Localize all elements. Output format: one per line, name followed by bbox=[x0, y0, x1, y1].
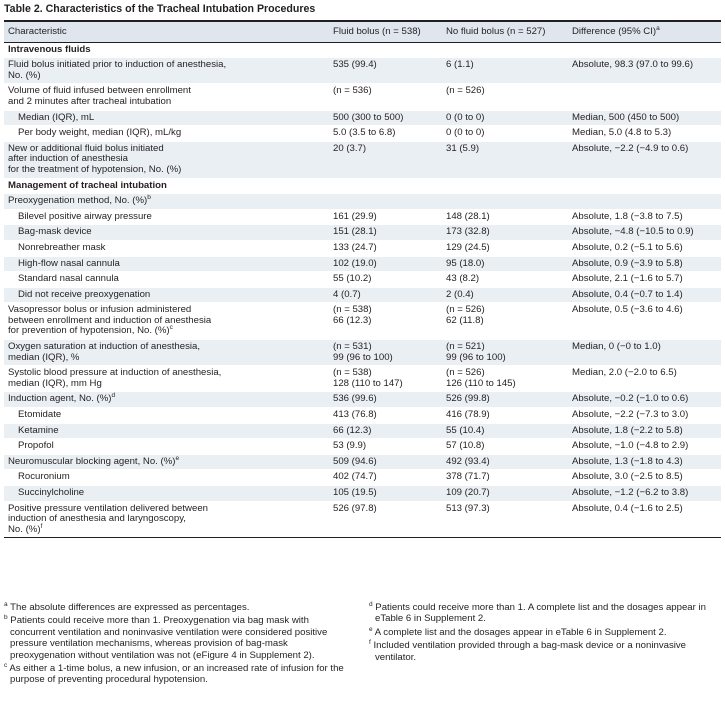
characteristic-cell bbox=[4, 408, 329, 424]
section-header-row bbox=[4, 42, 721, 58]
cell-text: 378 (71.7) bbox=[446, 471, 490, 483]
no-fluid-bolus-cell bbox=[442, 439, 568, 455]
fluid-bolus-cell bbox=[329, 454, 442, 470]
table-row bbox=[4, 470, 721, 486]
difference-cell bbox=[568, 454, 721, 470]
no-fluid-bolus-cell bbox=[442, 501, 568, 538]
cell-text: Absolute, −0.2 (−1.0 to 0.6) bbox=[572, 393, 689, 405]
characteristic-cell bbox=[4, 501, 329, 538]
cell-text: Fluid bolus initiated prior to induction of anesthesia, No. (%) bbox=[8, 59, 227, 81]
table-row bbox=[4, 392, 721, 408]
table-row bbox=[4, 240, 721, 256]
cell-text: 95 (18.0) bbox=[446, 257, 485, 269]
header-difference bbox=[568, 21, 721, 42]
cell-text: 148 (28.1) bbox=[446, 210, 490, 222]
cell-text: Neuromuscular blocking agent, No. (%) bbox=[8, 455, 176, 467]
cell-text: 53 (9.9) bbox=[333, 440, 367, 452]
no-fluid-bolus-cell bbox=[442, 126, 568, 142]
no-fluid-bolus-cell bbox=[442, 256, 568, 272]
no-fluid-bolus-cell bbox=[442, 486, 568, 502]
footnote-f bbox=[369, 640, 721, 663]
cell-text: 129 (24.5) bbox=[446, 241, 490, 253]
characteristic-cell bbox=[4, 141, 329, 178]
table-body bbox=[4, 42, 721, 538]
characteristic-cell bbox=[4, 303, 329, 340]
section-header-row bbox=[4, 178, 721, 194]
footnotes-left-column bbox=[4, 602, 356, 688]
fluid-bolus-cell bbox=[329, 408, 442, 424]
difference-cell bbox=[568, 240, 721, 256]
cell-text: Rocuronium bbox=[18, 471, 70, 483]
footnote-b bbox=[4, 615, 356, 661]
cell-text: 161 (29.9) bbox=[333, 210, 377, 222]
footnotes bbox=[4, 602, 721, 710]
cell-text: Etomidate bbox=[18, 409, 62, 421]
cell-text: 57 (10.8) bbox=[446, 440, 485, 452]
cell-text: Standard nasal cannula bbox=[18, 273, 119, 285]
cell-text: Propofol bbox=[18, 440, 54, 452]
footnote-c bbox=[4, 663, 356, 686]
cell-text: 66 (12.3) bbox=[333, 424, 372, 436]
no-fluid-bolus-cell bbox=[442, 366, 568, 392]
table-row bbox=[4, 225, 721, 241]
table-title: Table 2. Characteristics of the Tracheal Intubation Procedures bbox=[4, 3, 316, 15]
footnote-marker: c bbox=[169, 324, 173, 332]
table-row bbox=[4, 84, 721, 110]
characteristic-cell bbox=[4, 272, 329, 288]
difference-cell bbox=[568, 194, 721, 210]
cell-text: 416 (78.9) bbox=[446, 409, 490, 421]
cell-text: (n = 526) 62 (11.8) bbox=[446, 304, 485, 326]
no-fluid-bolus-cell bbox=[442, 194, 568, 210]
characteristic-cell bbox=[4, 225, 329, 241]
characteristic-cell bbox=[4, 126, 329, 142]
no-fluid-bolus-cell bbox=[442, 110, 568, 126]
cell-text: Absolute, 0.9 (−3.9 to 5.8) bbox=[572, 257, 683, 269]
cell-text: 535 (99.4) bbox=[333, 59, 377, 71]
table-row bbox=[4, 454, 721, 470]
cell-text: Did not receive preoxygenation bbox=[18, 288, 151, 300]
fluid-bolus-cell bbox=[329, 303, 442, 340]
fluid-bolus-cell bbox=[329, 256, 442, 272]
cell-text: Systolic blood pressure at induction of anesthesia, median (IQR), mm Hg bbox=[8, 367, 222, 389]
cell-text: (n = 538) 66 (12.3) bbox=[333, 304, 372, 326]
difference-cell bbox=[568, 470, 721, 486]
cell-text: Positive pressure ventilation delivered between induction of anesthesia and laryngoscopy, No. (%) bbox=[8, 502, 208, 535]
cell-text: (n = 526) 126 (110 to 145) bbox=[446, 367, 516, 389]
fluid-bolus-cell bbox=[329, 470, 442, 486]
fluid-bolus-cell bbox=[329, 272, 442, 288]
cell-text: (n = 538) 128 (110 to 147) bbox=[333, 367, 403, 389]
characteristic-cell bbox=[4, 340, 329, 366]
cell-text: 526 (97.8) bbox=[333, 502, 377, 514]
footnote-text: Patients could receive more than 1. Preoxygenation via bag mask with concurrent ventilation and noninvasive ventilation were considered positive pressure ventilation mechanisms, whereas provision of bag-mask preoxygenation without ventilation was not (eFigure 4 in Supplement 2). bbox=[10, 615, 328, 661]
table-row bbox=[4, 287, 721, 303]
fluid-bolus-cell bbox=[329, 340, 442, 366]
fluid-bolus-cell bbox=[329, 84, 442, 110]
difference-cell bbox=[568, 486, 721, 502]
no-fluid-bolus-cell bbox=[442, 141, 568, 178]
table-row bbox=[4, 272, 721, 288]
no-fluid-bolus-cell bbox=[442, 408, 568, 424]
cell-text: Absolute, 2.1 (−1.6 to 5.7) bbox=[572, 273, 683, 285]
characteristic-cell bbox=[4, 366, 329, 392]
no-fluid-bolus-cell bbox=[442, 209, 568, 225]
characteristic-cell bbox=[4, 287, 329, 303]
cell-text: 5.0 (3.5 to 6.8) bbox=[333, 127, 396, 139]
cell-text: (n = 526) bbox=[446, 85, 485, 97]
no-fluid-bolus-cell bbox=[442, 225, 568, 241]
table-row bbox=[4, 209, 721, 225]
cell-text: Absolute, 1.8 (−3.8 to 7.5) bbox=[572, 210, 683, 222]
no-fluid-bolus-cell bbox=[442, 84, 568, 110]
cell-text: Median, 500 (450 to 500) bbox=[572, 111, 680, 123]
table-row bbox=[4, 256, 721, 272]
table-header-row bbox=[4, 21, 721, 42]
cell-text: Median (IQR), mL bbox=[18, 111, 95, 123]
header-characteristic: Characteristic bbox=[4, 21, 329, 42]
no-fluid-bolus-cell bbox=[442, 340, 568, 366]
characteristic-cell bbox=[4, 439, 329, 455]
difference-cell bbox=[568, 439, 721, 455]
characteristic-cell bbox=[4, 110, 329, 126]
footnote-mark: a bbox=[4, 600, 8, 608]
difference-cell bbox=[568, 209, 721, 225]
cell-text: 0 (0 to 0) bbox=[446, 111, 485, 123]
cell-text: (n = 536) bbox=[333, 85, 372, 97]
section-title: Intravenous fluids bbox=[8, 43, 91, 55]
footnote-mark: c bbox=[4, 661, 8, 669]
footnote-marker: b bbox=[147, 193, 151, 201]
cell-text: Absolute, 0.5 (−3.6 to 4.6) bbox=[572, 304, 683, 316]
footnote-text: Included ventilation provided through a bag-mask device or a noninvasive ventilator. bbox=[373, 640, 687, 663]
fluid-bolus-cell bbox=[329, 141, 442, 178]
characteristics-table bbox=[4, 20, 721, 538]
difference-cell bbox=[568, 272, 721, 288]
characteristic-cell bbox=[4, 454, 329, 470]
cell-text: 413 (76.8) bbox=[333, 409, 377, 421]
footnote-marker: d bbox=[111, 392, 116, 400]
table-row bbox=[4, 501, 721, 538]
footnote-mark: e bbox=[369, 625, 373, 633]
cell-text: 4 (0.7) bbox=[333, 288, 361, 300]
characteristic-cell bbox=[4, 486, 329, 502]
footnote-a bbox=[4, 602, 356, 613]
difference-cell bbox=[568, 110, 721, 126]
footnote-d bbox=[369, 602, 721, 625]
cell-text: Absolute, 98.3 (97.0 to 99.6) bbox=[572, 59, 694, 71]
difference-cell bbox=[568, 256, 721, 272]
cell-text: Median, 0 (−0 to 1.0) bbox=[572, 341, 661, 353]
cell-text: Succinylcholine bbox=[18, 487, 85, 498]
fluid-bolus-cell bbox=[329, 194, 442, 210]
cell-text: (n = 531) 99 (96 to 100) bbox=[333, 341, 393, 363]
table-row bbox=[4, 126, 721, 142]
characteristic-cell bbox=[4, 392, 329, 408]
header-difference-label: Difference (95% CI) bbox=[572, 26, 657, 37]
cell-text: Vasopressor bolus or infusion administered between enrollment and induction of anesthesia for prevention of hypotension, No. (%) bbox=[8, 304, 212, 337]
cell-text: 509 (94.6) bbox=[333, 455, 377, 467]
cell-text: Absolute, 0.2 (−5.1 to 5.6) bbox=[572, 241, 683, 253]
no-fluid-bolus-cell bbox=[442, 303, 568, 340]
cell-text: Absolute, 0.4 (−0.7 to 1.4) bbox=[572, 288, 683, 300]
cell-text: (n = 521) 99 (96 to 100) bbox=[446, 341, 506, 363]
table-row bbox=[4, 366, 721, 392]
difference-cell bbox=[568, 225, 721, 241]
cell-text: 55 (10.2) bbox=[333, 273, 372, 285]
characteristic-cell bbox=[4, 256, 329, 272]
no-fluid-bolus-cell bbox=[442, 272, 568, 288]
fluid-bolus-cell bbox=[329, 439, 442, 455]
footnote-text: The absolute differences are expressed as percentages. bbox=[10, 602, 250, 613]
footnote-text: A complete list and the dosages appear in eTable 6 in Supplement 2. bbox=[374, 626, 667, 638]
cell-text: 20 (3.7) bbox=[333, 142, 367, 154]
header-no-fluid-bolus: No fluid bolus (n = 527) bbox=[442, 21, 568, 42]
no-fluid-bolus-cell bbox=[442, 454, 568, 470]
difference-cell bbox=[568, 423, 721, 439]
cell-text: 0 (0 to 0) bbox=[446, 127, 485, 139]
cell-text: 109 (20.7) bbox=[446, 487, 490, 498]
cell-text: 2 (0.4) bbox=[446, 288, 474, 300]
cell-text: Absolute, 1.8 (−2.2 to 5.8) bbox=[572, 424, 683, 436]
fluid-bolus-cell bbox=[329, 501, 442, 538]
cell-text: 513 (97.3) bbox=[446, 502, 490, 514]
cell-text: Absolute, 0.4 (−1.6 to 2.5) bbox=[572, 502, 683, 514]
cell-text: 55 (10.4) bbox=[446, 424, 485, 436]
cell-text: 173 (32.8) bbox=[446, 226, 490, 238]
footnotes-right-column bbox=[369, 602, 721, 665]
fluid-bolus-cell bbox=[329, 287, 442, 303]
footnote-marker: e bbox=[175, 454, 180, 462]
no-fluid-bolus-cell bbox=[442, 287, 568, 303]
fluid-bolus-cell bbox=[329, 366, 442, 392]
no-fluid-bolus-cell bbox=[442, 423, 568, 439]
table-row bbox=[4, 408, 721, 424]
no-fluid-bolus-cell bbox=[442, 240, 568, 256]
cell-text: Absolute, −1.0 (−4.8 to 2.9) bbox=[572, 440, 689, 452]
cell-text: Median, 5.0 (4.8 to 5.3) bbox=[572, 127, 672, 139]
cell-text: Median, 2.0 (−2.0 to 6.5) bbox=[572, 367, 677, 379]
characteristic-cell bbox=[4, 240, 329, 256]
cell-text: Volume of fluid infused between enrollment and 2 minutes after tracheal intubation bbox=[8, 85, 191, 107]
cell-text: Absolute, 3.0 (−2.5 to 8.5) bbox=[572, 471, 683, 483]
footnote-marker: f bbox=[40, 522, 43, 530]
difference-cell bbox=[568, 126, 721, 142]
cell-text: 492 (93.4) bbox=[446, 455, 490, 467]
cell-text: 500 (300 to 500) bbox=[333, 111, 404, 123]
cell-text: High-flow nasal cannula bbox=[18, 257, 120, 269]
fluid-bolus-cell bbox=[329, 486, 442, 502]
cell-text: 105 (19.5) bbox=[333, 487, 377, 498]
footnote-text: As either a 1-time bolus, a new infusion, or an increased rate of infusion for the purpose of preventing procedural hypotension. bbox=[9, 663, 344, 686]
cell-text: Oxygen saturation at induction of anesthesia, median (IQR), % bbox=[8, 341, 200, 363]
section-title: Management of tracheal intubation bbox=[8, 179, 167, 191]
cell-text: New or additional fluid bolus initiated after induction of anesthesia for the treatment of hypotension, No. (%) bbox=[8, 142, 182, 175]
table-row bbox=[4, 110, 721, 126]
characteristic-cell bbox=[4, 84, 329, 110]
footnote-mark: f bbox=[369, 639, 371, 647]
footnote-mark: b bbox=[4, 614, 8, 622]
fluid-bolus-cell bbox=[329, 392, 442, 408]
cell-text: Induction agent, No. (%) bbox=[8, 393, 112, 405]
characteristic-cell bbox=[4, 58, 329, 84]
fluid-bolus-cell bbox=[329, 58, 442, 84]
difference-cell bbox=[568, 501, 721, 538]
cell-text: Bag-mask device bbox=[18, 226, 92, 238]
fluid-bolus-cell bbox=[329, 240, 442, 256]
table-row bbox=[4, 194, 721, 210]
characteristic-cell bbox=[4, 423, 329, 439]
cell-text: Absolute, −1.2 (−6.2 to 3.8) bbox=[572, 487, 689, 498]
table-row bbox=[4, 423, 721, 439]
cell-text: 6 (1.1) bbox=[446, 59, 474, 71]
cell-text: 43 (8.2) bbox=[446, 273, 480, 285]
cell-text: 536 (99.6) bbox=[333, 393, 377, 405]
characteristic-cell bbox=[4, 194, 329, 210]
difference-cell bbox=[568, 366, 721, 392]
table-row bbox=[4, 340, 721, 366]
characteristic-cell bbox=[4, 209, 329, 225]
difference-cell bbox=[568, 340, 721, 366]
footnote-marker: a bbox=[656, 24, 660, 32]
footnote-mark: d bbox=[369, 600, 373, 608]
fluid-bolus-cell bbox=[329, 225, 442, 241]
table-row bbox=[4, 439, 721, 455]
characteristic-cell bbox=[4, 470, 329, 486]
cell-text: Preoxygenation method, No. (%) bbox=[8, 195, 148, 207]
fluid-bolus-cell bbox=[329, 110, 442, 126]
difference-cell bbox=[568, 141, 721, 178]
difference-cell bbox=[568, 303, 721, 340]
footnote-text: Patients could receive more than 1. A complete list and the dosages appear in eTable 6 in Supplement 2. bbox=[375, 602, 706, 625]
cell-text: 133 (24.7) bbox=[333, 241, 377, 253]
cell-text: 402 (74.7) bbox=[333, 471, 377, 483]
characteristics-table-container bbox=[4, 20, 721, 538]
table-row bbox=[4, 303, 721, 340]
header-fluid-bolus: Fluid bolus (n = 538) bbox=[329, 21, 442, 42]
table-row bbox=[4, 486, 721, 502]
cell-text: 526 (99.8) bbox=[446, 393, 490, 405]
difference-cell bbox=[568, 392, 721, 408]
difference-cell bbox=[568, 58, 721, 84]
cell-text: 31 (5.9) bbox=[446, 142, 480, 154]
cell-text: 151 (28.1) bbox=[333, 226, 377, 238]
cell-text: Absolute, −2.2 (−7.3 to 3.0) bbox=[572, 409, 689, 421]
fluid-bolus-cell bbox=[329, 126, 442, 142]
cell-text: Absolute, −4.8 (−10.5 to 0.9) bbox=[572, 226, 694, 238]
cell-text: Ketamine bbox=[18, 424, 59, 436]
table-row bbox=[4, 141, 721, 178]
fluid-bolus-cell bbox=[329, 423, 442, 439]
cell-text: Bilevel positive airway pressure bbox=[18, 210, 152, 222]
cell-text: Nonrebreather mask bbox=[18, 241, 106, 253]
cell-text: Absolute, −2.2 (−4.9 to 0.6) bbox=[572, 142, 689, 154]
fluid-bolus-cell bbox=[329, 209, 442, 225]
no-fluid-bolus-cell bbox=[442, 392, 568, 408]
footnote-e bbox=[369, 627, 721, 638]
table-row bbox=[4, 58, 721, 84]
difference-cell bbox=[568, 84, 721, 110]
no-fluid-bolus-cell bbox=[442, 58, 568, 84]
cell-text: 102 (19.0) bbox=[333, 257, 377, 269]
cell-text: Absolute, 1.3 (−1.8 to 4.3) bbox=[572, 455, 683, 467]
no-fluid-bolus-cell bbox=[442, 470, 568, 486]
difference-cell bbox=[568, 408, 721, 424]
difference-cell bbox=[568, 287, 721, 303]
cell-text: Per body weight, median (IQR), mL/kg bbox=[18, 127, 182, 139]
